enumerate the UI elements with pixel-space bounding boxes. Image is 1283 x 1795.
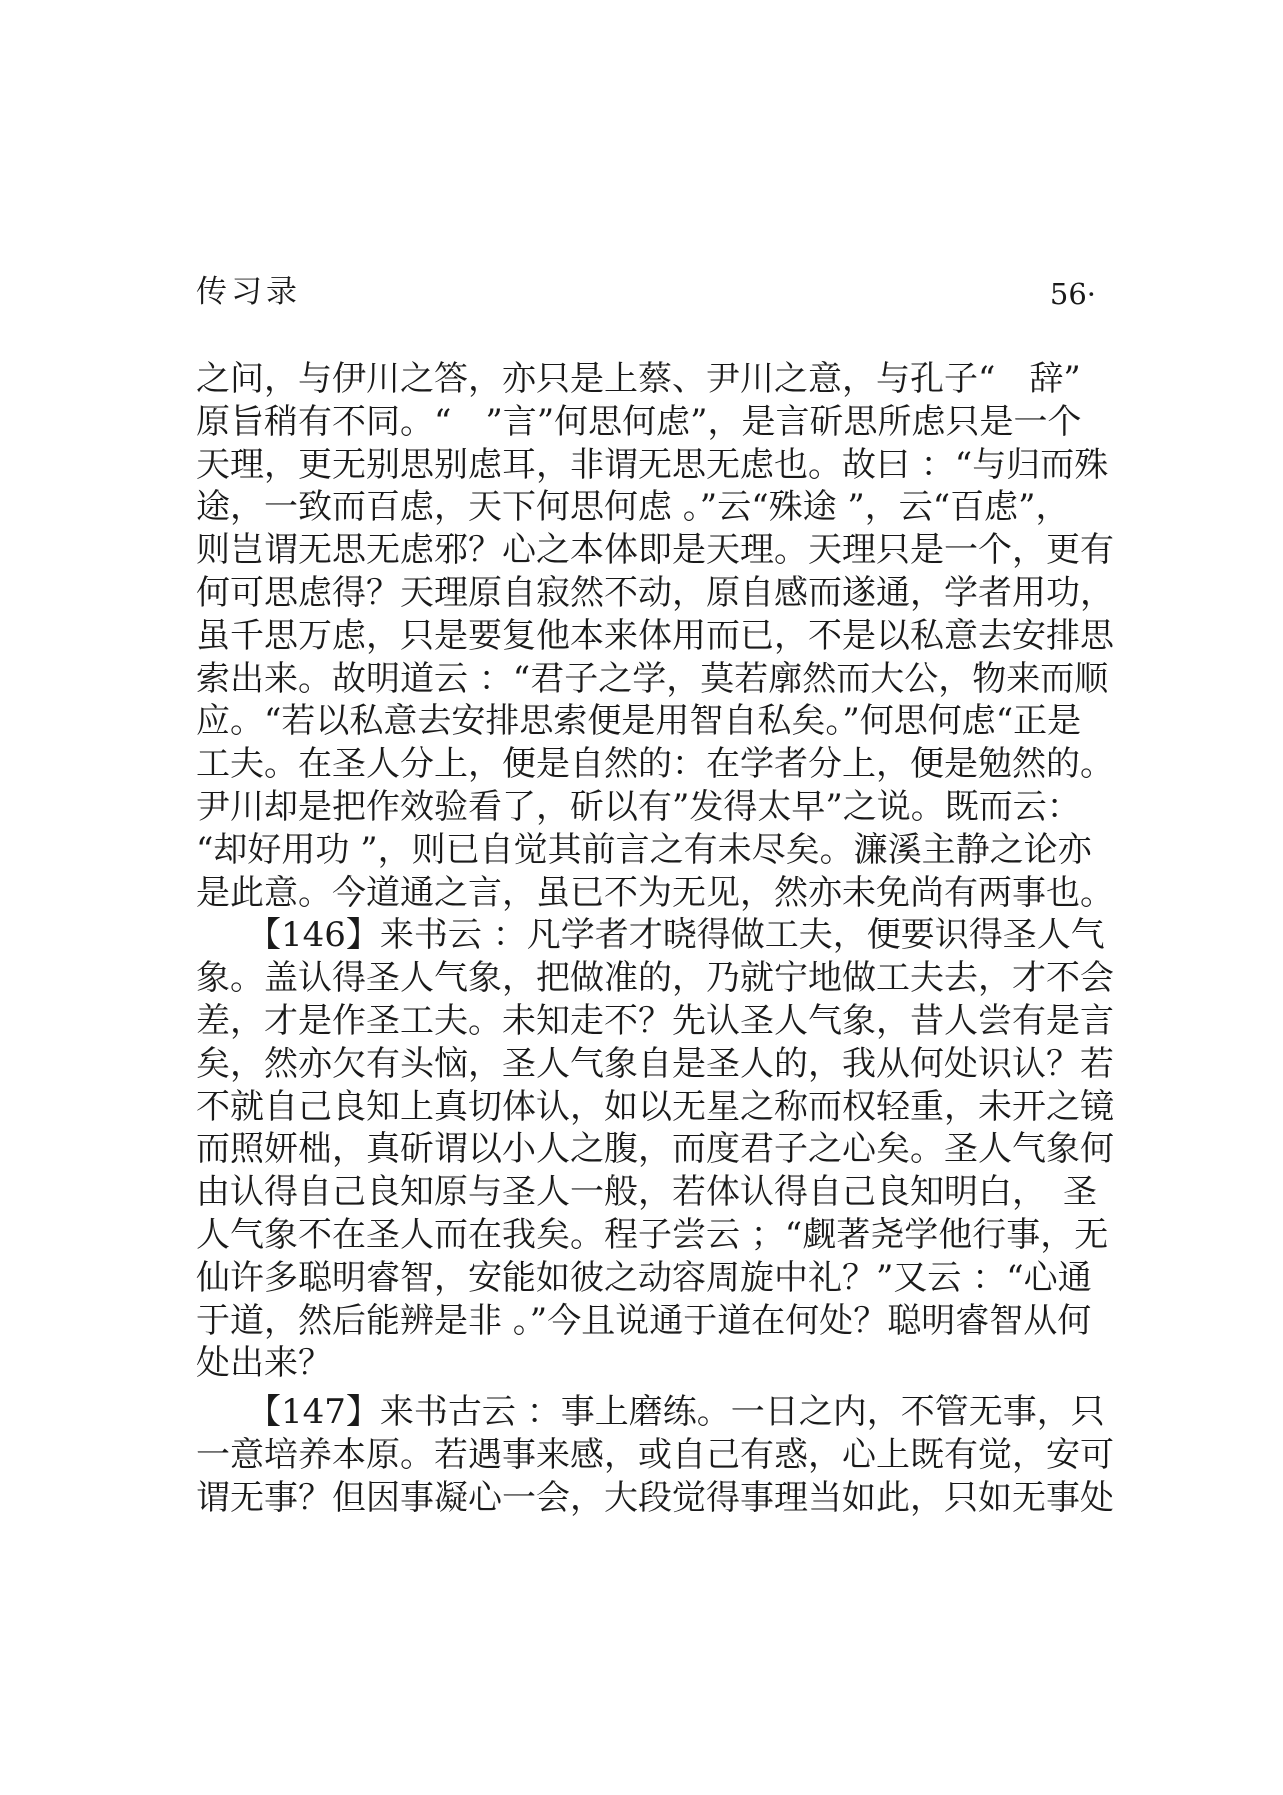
text-line: 则岂谓无思无虑邪？心之本体即是天理。天理只是一个，更有 (196, 530, 1114, 571)
text-line: 尹川却是把作效验看了，斫以有”发得太早”之说。既而云： (196, 786, 1081, 827)
text-line: 索出来。故明道云 ：“君子之学，莫若廓然而大公，物来而顺 (196, 658, 1109, 699)
text-line: 一意培养本原。若遇事来感，或自己有惑，心上既有觉，安可 (196, 1434, 1114, 1475)
text-line: 由认得自己良知原与圣人一般，若体认得自己良知明白， 圣 (196, 1172, 1097, 1213)
book-title: 传习录 (196, 274, 301, 310)
page-number: 56· (1049, 277, 1096, 311)
text-line: 象。盖认得圣人气象，把做准的，乃就宁地做工夫去，才不会 (196, 958, 1114, 999)
paragraph-147-start: 【147】来书古云 ：事上磨练。一日之内，不管无事，只 (196, 1392, 1105, 1433)
text-line: 矣，然亦欠有头恼，圣人气象自是圣人的，我从何处识认？若 (196, 1043, 1114, 1084)
text-line: 天理，更无别思别虑耳，非谓无思无虑也。故曰 ：“与归而殊 (196, 444, 1109, 485)
text-line: 谓无事？但因事凝心一会，大段觉得事理当如此，只如无事处 (196, 1477, 1114, 1518)
text-line: 人气象不在圣人而在我矣。程子尝云 ；“觑著尧学他行事，无 (196, 1214, 1109, 1255)
text-line: 差，才是作圣工夫。未知走不？先认圣人气象，昔人尝有是言 (196, 1000, 1114, 1041)
text-line: 处出来？ (196, 1343, 332, 1384)
text-line: 工夫。在圣人分上，便是自然的：在学者分上，便是勉然的。 (196, 744, 1114, 785)
body-text (196, 358, 1114, 1520)
text-line: 而照妍柮，真斫谓以小人之腹，而度君子之心矣。圣人气象何 (196, 1129, 1114, 1170)
text-line: 是此意。今道通之言，虽已不为无见，然亦未免尚有两事也。 (196, 872, 1114, 913)
text-line: 虽千思万虑，只是要复他本来体用而已，不是以私意去安排思 (196, 615, 1114, 656)
text-line: 途，一致而百虑，天下何思何虑 。”云“殊途 ”，云“百虑”， (196, 487, 1070, 528)
text-line: 仙许多聪明睿智，安能如彼之动容周旋中礼？”又云 ：“心通 (196, 1257, 1092, 1298)
text-line: 应。“若以私意去安排思索便是用智自私矣。”何思何虑“正是 (196, 701, 1082, 742)
text-line: 原旨稍有不同。“ ”言”何思何虑”，是言斫思所虑只是一个 (196, 401, 1082, 442)
paragraph-146-start: 【146】来书云 ：凡学者才晓得做工夫，便要识得圣人气 (196, 915, 1105, 956)
text-line: 何可思虑得？天理原自寂然不动，原自感而遂通，学者用功， (196, 572, 1114, 613)
text-line: 不就自己良知上真切体认，如以无星之称而权轻重，未开之镜 (196, 1086, 1114, 1127)
page-header (196, 272, 1096, 316)
text-line: “却好用功 ”，则已自觉其前言之有未尽矣。濂溪主静之论亦 (196, 829, 1092, 870)
text-line: 于道，然后能辨是非 。”今且说通于道在何处？聪明睿智从何 (196, 1300, 1092, 1341)
text-line: 之问，与伊川之答，亦只是上蔡、尹川之意，与孔子“ 辞” (196, 359, 1081, 399)
